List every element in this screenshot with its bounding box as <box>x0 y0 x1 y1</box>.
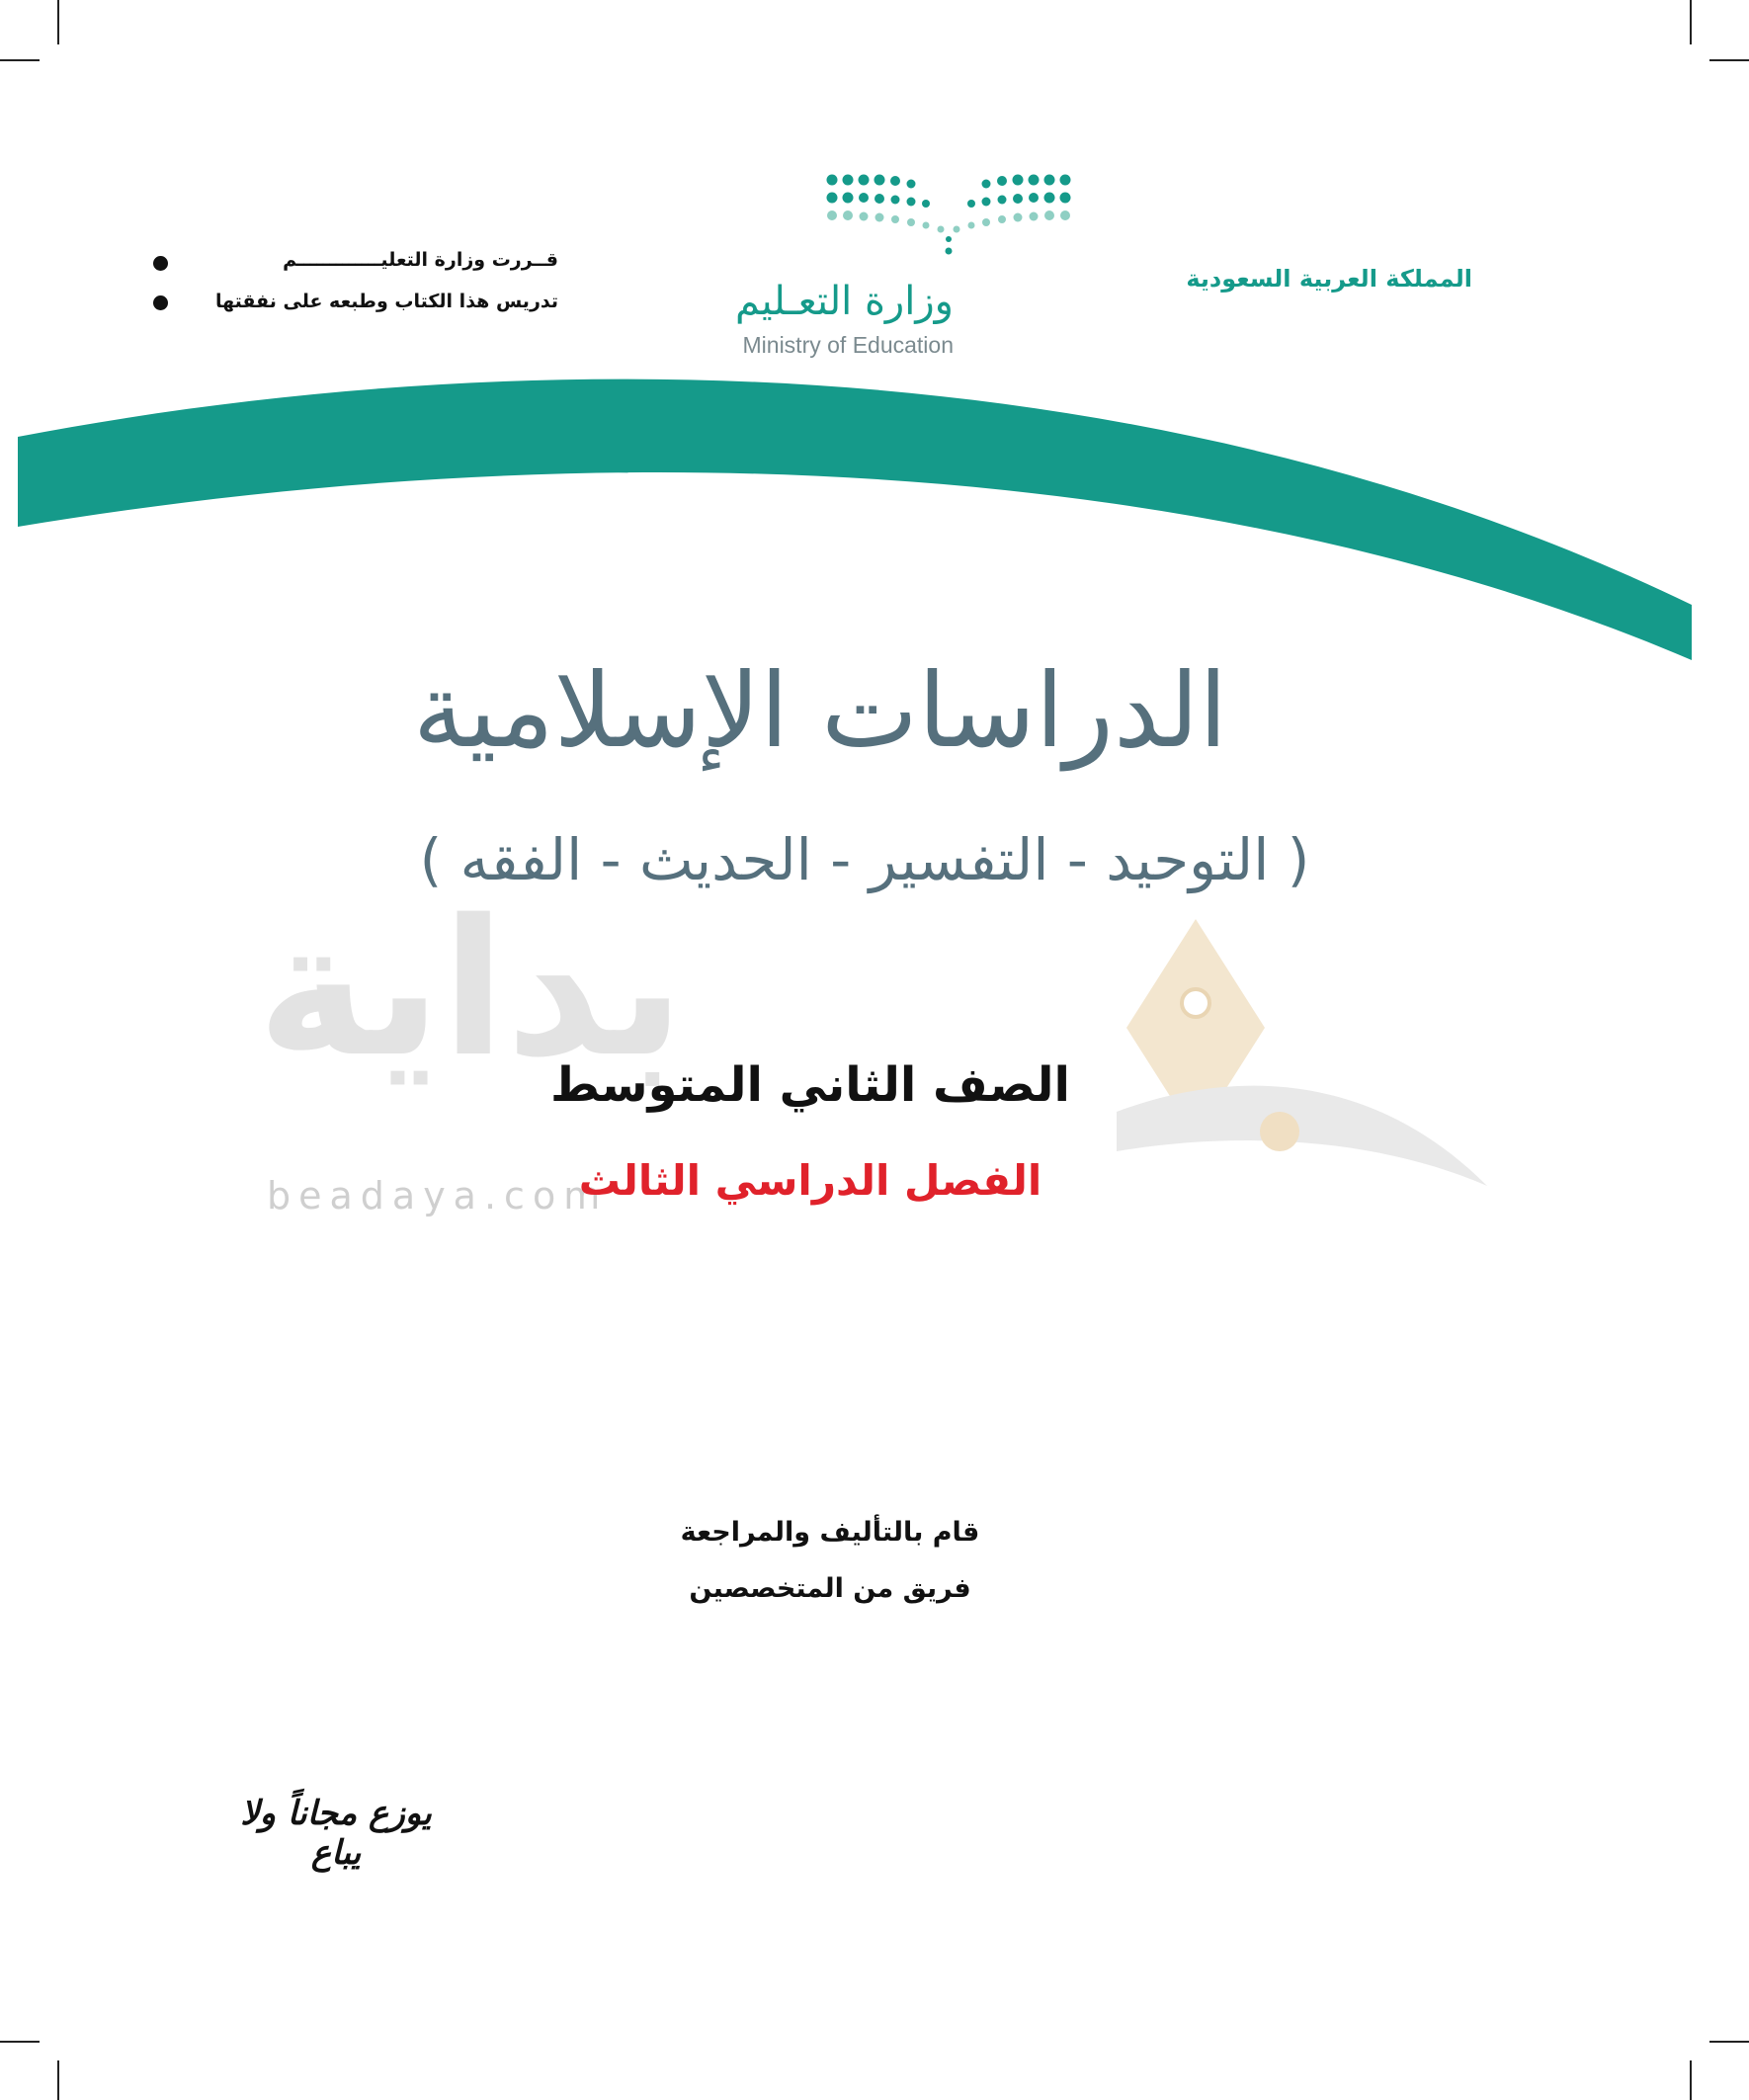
approval-line-1: قــررت وزارة التعليـــــــــــــم <box>283 249 558 271</box>
teal-swoosh-band <box>0 0 1749 692</box>
semester-label: الفصل الدراسي الثالث <box>578 1156 1042 1205</box>
ministry-name-english: Ministry of Education <box>742 332 954 358</box>
book-title: الدراسات الإسلامية <box>412 650 1228 771</box>
crop-mark <box>1709 2041 1749 2043</box>
credits-line-1: قام بالتأليف والمراجعة <box>680 1517 980 1548</box>
crop-mark <box>57 2060 59 2100</box>
ministry-name-arabic: وزارة التعـليم <box>734 279 954 324</box>
crop-mark <box>1690 2060 1692 2100</box>
credits-line-2: فريق من المتخصصين <box>689 1573 971 1604</box>
approval-line-2: تدريس هذا الكتاب وطبعه على نفقتها <box>214 291 558 312</box>
watermark-site: beadaya.com <box>267 1174 609 1218</box>
free-distribution-note: يوزع مجاناً ولا يباع <box>240 1794 432 1873</box>
crop-mark <box>0 2041 40 2043</box>
grade-label: الصف الثاني المتوسط <box>550 1057 1070 1113</box>
book-subtitle: ( التوحيد - التفسير - الحديث - الفقه ) <box>419 826 1310 893</box>
watermark-word: بداية <box>257 880 685 1098</box>
kingdom-label: المملكة العربية السعودية <box>1186 265 1472 293</box>
pen-nib-watermark-icon <box>1117 909 1492 1206</box>
